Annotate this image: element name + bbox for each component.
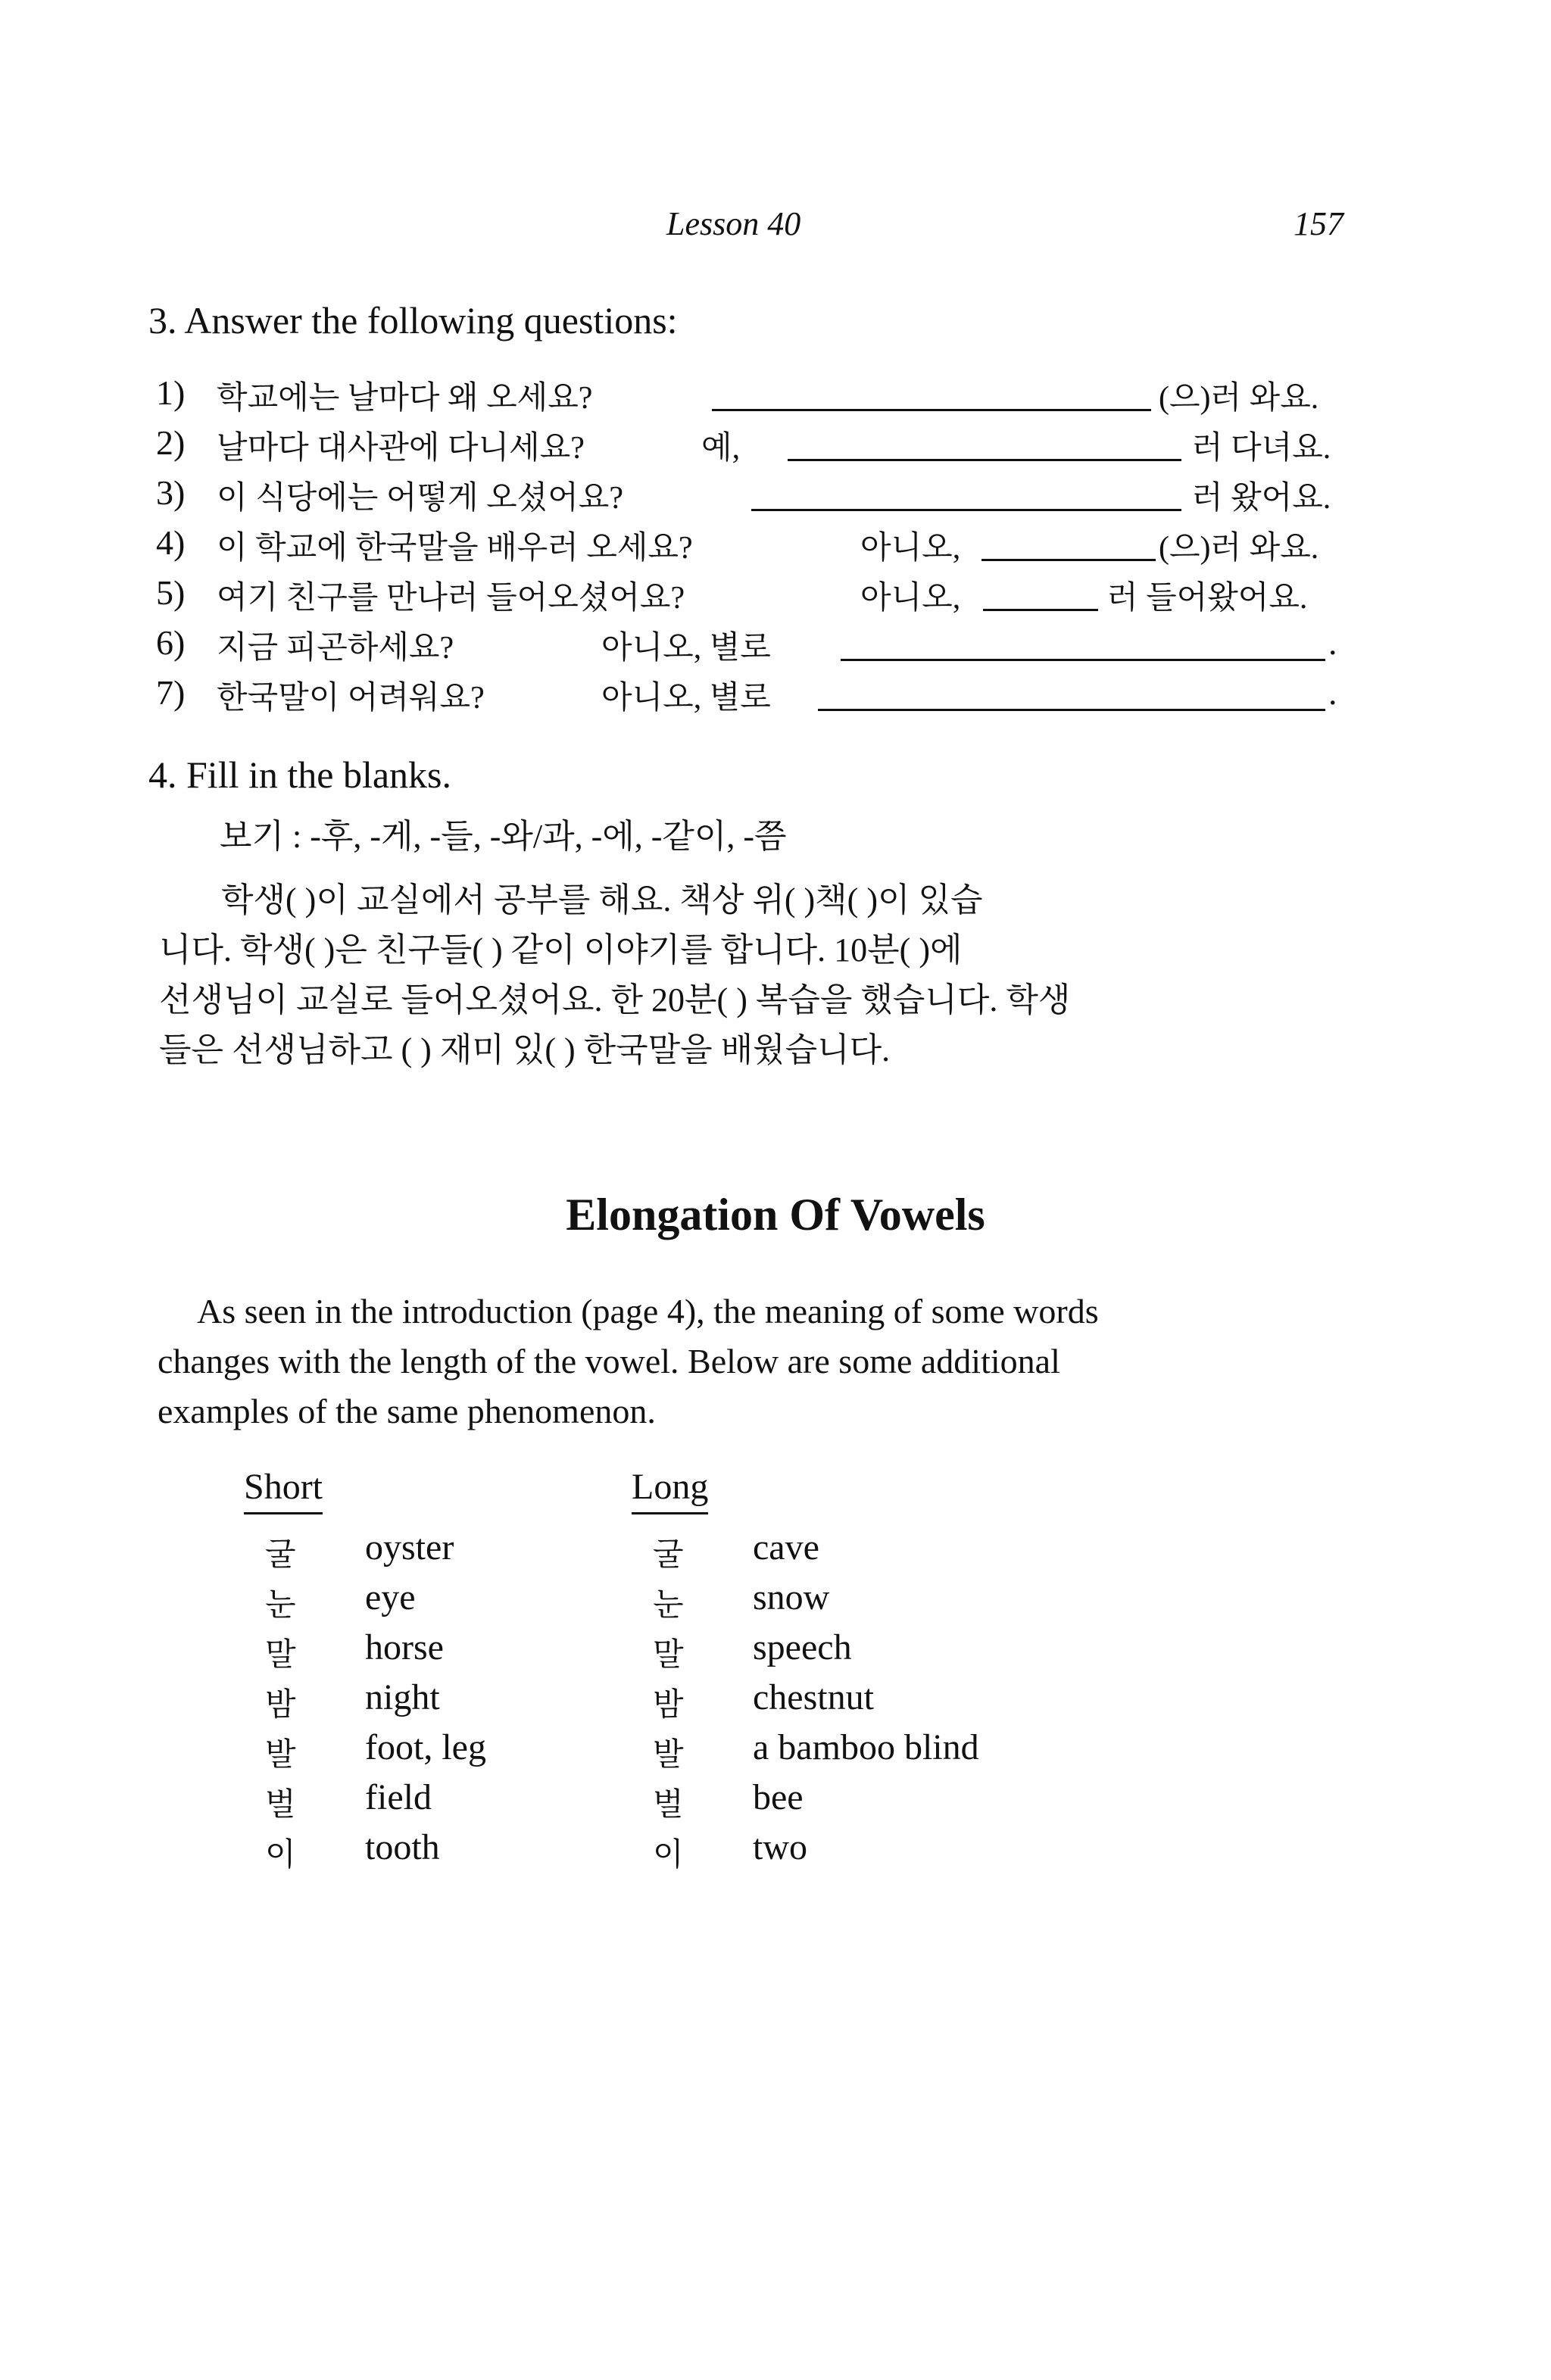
question-number: 7) [156, 673, 186, 712]
question-number: 6) [156, 623, 186, 662]
short-meaning: tooth [365, 1827, 440, 1867]
fill-line: 선생님이 교실로 들어오셨어요. 한 20분( ) 복습을 했습니다. 학생 [159, 981, 1071, 1018]
long-meaning: speech [753, 1627, 852, 1667]
answer-ending: (으)러 와요. [1159, 531, 1319, 566]
paragraph-line: changes with the length of the vowel. Below are some additional [158, 1342, 1060, 1380]
exercise-3-title: 3. Answer the following questions: [148, 299, 678, 342]
answer-ending: . [1328, 623, 1337, 662]
paragraph-line: examples of the same phenomenon. [158, 1392, 656, 1430]
answer-ending: (으)러 와요. [1159, 381, 1319, 416]
question-text: 여기 친구를 만나러 들어오셨어요? [217, 581, 685, 616]
long-meaning: a bamboo blind [753, 1727, 979, 1767]
question-text: 이 식당에는 어떻게 오셨어요? [217, 481, 624, 516]
short-meaning: eye [365, 1577, 416, 1617]
long-meaning: chestnut [753, 1677, 874, 1717]
short-korean: 굴 [265, 1538, 296, 1573]
section-title: Elongation Of Vowels [566, 1190, 985, 1240]
column-header-short: Short [244, 1466, 323, 1514]
answer-prefix: 아니오, 별로 [601, 681, 771, 716]
column-header-long: Long [632, 1466, 708, 1514]
question-number: 3) [156, 473, 186, 512]
short-meaning: foot, leg [365, 1727, 486, 1767]
answer-ending: 러 왔어요. [1192, 481, 1331, 516]
long-korean: 밤 [653, 1688, 684, 1723]
question-number: 5) [156, 573, 186, 612]
page-number: 157 [1294, 205, 1343, 242]
exercise-4-title: 4. Fill in the blanks. [148, 753, 451, 796]
short-korean: 밤 [265, 1688, 296, 1723]
answer-prefix: 예, [701, 431, 741, 466]
long-korean: 벌 [653, 1788, 684, 1823]
lesson-header: Lesson 40 [666, 205, 801, 242]
short-meaning: field [365, 1777, 432, 1817]
short-korean: 말 [265, 1638, 296, 1673]
fill-line: 학생( )이 교실에서 공부를 해요. 책상 위( )책( )이 있습 [221, 881, 983, 919]
short-meaning: night [365, 1677, 440, 1717]
question-text: 날마다 대사관에 다니세요? [217, 431, 585, 466]
fill-line: 들은 선생님하고 ( ) 재미 있( ) 한국말을 배웠습니다. [159, 1031, 891, 1068]
question-text: 한국말이 어려워요? [217, 681, 485, 716]
question-number: 2) [156, 423, 186, 462]
answer-prefix: 아니오, [860, 581, 961, 616]
answer-ending: 러 들어왔어요. [1107, 581, 1308, 616]
question-text: 지금 피곤하세요? [217, 631, 454, 666]
answer-blank[interactable] [981, 559, 1156, 561]
long-korean: 이 [653, 1838, 684, 1873]
answer-ending: 러 다녀요. [1192, 431, 1331, 466]
answer-blank[interactable] [788, 459, 1181, 461]
answer-prefix: 아니오, 별로 [601, 631, 771, 666]
short-korean: 벌 [265, 1788, 296, 1823]
long-meaning: bee [753, 1777, 804, 1817]
short-meaning: oyster [365, 1527, 454, 1567]
short-korean: 눈 [265, 1588, 296, 1623]
short-korean: 이 [265, 1838, 296, 1873]
answer-blank[interactable] [841, 659, 1325, 661]
answer-blank[interactable] [712, 409, 1151, 411]
answer-blank[interactable] [818, 709, 1325, 711]
long-meaning: snow [753, 1577, 830, 1617]
short-korean: 발 [265, 1738, 296, 1773]
answer-blank[interactable] [983, 609, 1098, 611]
long-korean: 눈 [653, 1588, 684, 1623]
question-text: 학교에는 날마다 왜 오세요? [217, 381, 593, 416]
answer-blank[interactable] [751, 509, 1181, 511]
answer-ending: . [1328, 673, 1337, 712]
answer-prefix: 아니오, [860, 531, 961, 566]
question-number: 1) [156, 373, 186, 412]
long-korean: 굴 [653, 1538, 684, 1573]
question-number: 4) [156, 523, 186, 562]
long-korean: 발 [653, 1738, 684, 1773]
long-meaning: two [753, 1827, 807, 1867]
long-korean: 말 [653, 1638, 684, 1673]
long-meaning: cave [753, 1527, 819, 1567]
question-text: 이 학교에 한국말을 배우러 오세요? [217, 531, 693, 566]
short-meaning: horse [365, 1627, 444, 1667]
example-box: 보기 : -후, -게, -들, -와/과, -에, -같이, -쯤 [220, 818, 787, 855]
fill-line: 니다. 학생( )은 친구들( ) 같이 이야기를 합니다. 10분( )에 [159, 931, 963, 969]
paragraph-line: As seen in the introduction (page 4), the meaning of some words [197, 1292, 1099, 1330]
